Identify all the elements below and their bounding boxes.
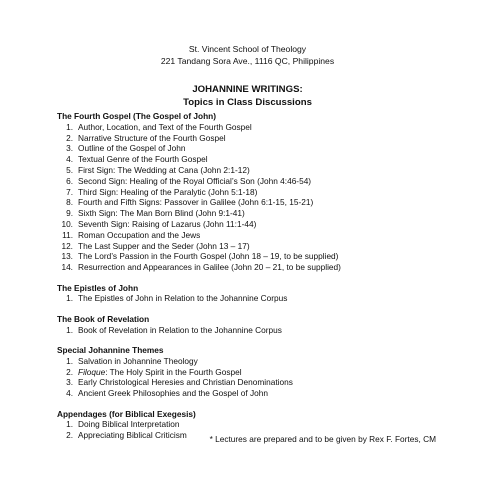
section-title: Appendages (for Biblical Exegesis)	[57, 408, 196, 419]
item-number: 1.	[66, 293, 73, 304]
item-number: 2.	[66, 366, 73, 377]
item-number: 5.	[66, 164, 73, 175]
topics-list	[57, 111, 487, 450]
section	[57, 283, 487, 305]
topic-list	[57, 122, 487, 273]
item-text: Seventh Sign: Raising of Lazarus (John 11:1-44)	[78, 218, 257, 229]
item-text: The Last Supper and the Seder (John 13 – 17)	[78, 240, 250, 251]
document-header	[0, 43, 495, 67]
list-item	[57, 325, 487, 336]
item-number: 13.	[61, 251, 73, 262]
item-text: Roman Occupation and the Jews	[78, 229, 201, 240]
item-text: Second Sign: Healing of the Royal Official’s Son (John 4:46-54)	[78, 175, 312, 186]
item-text: Appreciating Biblical Criticism	[78, 430, 187, 441]
item-text: Fourth and Fifth Signs: Passover in Galilee (John 6:1-15, 15-21)	[78, 197, 314, 208]
topic-list	[57, 325, 487, 336]
footnote: * Lectures are prepared and to be given by Rex F. Fortes, CM	[209, 434, 436, 444]
item-number: 1.	[66, 355, 73, 366]
item-number: 1.	[66, 419, 73, 430]
document-title	[0, 83, 495, 109]
list-item	[57, 219, 487, 230]
list-item	[57, 208, 487, 219]
item-text: Book of Revelation in Relation to the Johannine Corpus	[78, 324, 282, 335]
item-text: Resurrection and Appearances in Galilee (John 20 – 21, to be supplied)	[78, 262, 341, 273]
list-item	[57, 262, 487, 273]
item-number: 8.	[66, 197, 73, 208]
list-item	[57, 143, 487, 154]
item-number: 2.	[66, 430, 73, 441]
item-number: 4.	[66, 388, 73, 399]
item-number: 1.	[66, 121, 73, 132]
list-item	[57, 419, 487, 430]
item-text: Early Christological Heresies and Christian Denominations	[78, 377, 293, 388]
topic-list	[57, 293, 487, 304]
section	[57, 345, 487, 399]
section-title: The Fourth Gospel (The Gospel of John)	[57, 111, 217, 121]
item-text	[78, 367, 242, 378]
item-number: 4.	[66, 154, 73, 165]
title-line-2: Topics in Class Discussions	[183, 97, 312, 108]
item-text: First Sign: The Wedding at Cana (John 2:1-12)	[78, 164, 250, 175]
school-name: St. Vincent School of Theology	[188, 44, 307, 54]
item-text-rest: : The Holy Spirit in the Fourth Gospel	[105, 366, 242, 377]
list-item	[57, 154, 487, 165]
list-item	[57, 356, 487, 367]
item-italic-term: Filoque	[78, 366, 106, 377]
list-item	[57, 377, 487, 388]
item-text: Ancient Greek Philosophies and the Gospel of John	[78, 388, 269, 399]
item-number: 3.	[66, 377, 73, 388]
item-number: 9.	[66, 208, 73, 219]
school-address: 221 Tandang Sora Ave., 1116 QC, Philippines	[160, 56, 335, 66]
list-item	[57, 165, 487, 176]
item-number: 6.	[66, 175, 73, 186]
item-text: The Epistles of John in Relation to the Johannine Corpus	[78, 293, 288, 304]
item-text: Doing Biblical Interpretation	[78, 419, 180, 430]
section	[57, 111, 487, 273]
item-number: 2.	[66, 132, 73, 143]
item-text: Sixth Sign: The Man Born Blind (John 9:1-41)	[78, 208, 245, 219]
item-number: 10.	[61, 218, 73, 229]
item-text: Author, Location, and Text of the Fourth Gospel	[78, 121, 252, 132]
item-text: The Lord’s Passion in the Fourth Gospel (John 18 – 19, to be supplied)	[78, 251, 339, 262]
list-item	[57, 230, 487, 241]
item-text: Salvation in Johannine Theology	[78, 355, 198, 366]
list-item	[57, 241, 487, 252]
section-title: The Epistles of John	[57, 282, 139, 293]
item-number: 3.	[66, 143, 73, 154]
topic-list	[57, 356, 487, 399]
section	[57, 314, 487, 336]
section-title: The Book of Revelation	[57, 313, 150, 324]
item-text: Textual Genre of the Fourth Gospel	[78, 154, 208, 165]
item-text: Outline of the Gospel of John	[78, 143, 186, 154]
list-item	[57, 367, 487, 378]
item-text: Third Sign: Healing of the Paralytic (John 5:1-18)	[78, 186, 258, 197]
list-item	[57, 197, 487, 208]
item-number: 7.	[66, 186, 73, 197]
item-number: 11.	[62, 229, 73, 240]
list-item	[57, 122, 487, 133]
list-item	[57, 187, 487, 198]
item-number: 12.	[61, 240, 73, 251]
item-number: 1.	[66, 324, 73, 335]
item-number: 14.	[61, 262, 73, 273]
list-item	[57, 133, 487, 144]
item-text: Narrative Structure of the Fourth Gospel	[78, 132, 226, 143]
list-item	[57, 293, 487, 304]
list-item	[57, 251, 487, 262]
section-title: Special Johannine Themes	[57, 344, 164, 355]
list-item	[57, 176, 487, 187]
list-item	[57, 388, 487, 399]
title-line-1: JOHANNINE WRITINGS:	[192, 84, 303, 95]
